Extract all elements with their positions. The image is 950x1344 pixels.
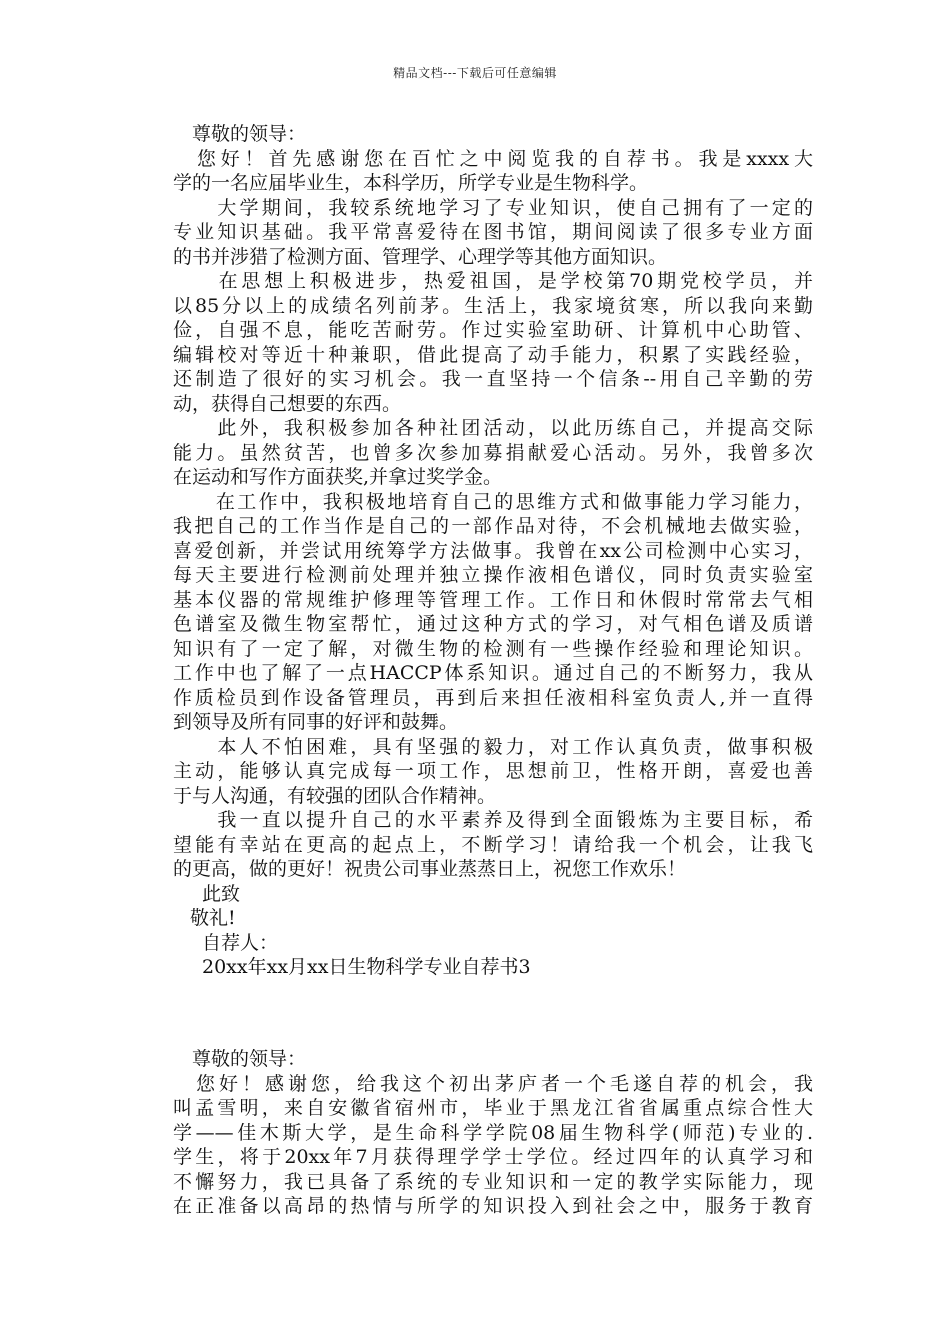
text-line: 在运动和写作方面获奖,并拿过奖学金。 [173,466,503,488]
text-line: 喜爱创新，并尝试用统筹学方法做事。我曾在xx公司检测中心实习， [173,539,813,562]
salutation: 敬礼! [190,907,236,929]
text-line: 学的一名应届毕业生，本科学历，所学专业是生物科学。 [173,172,649,194]
text-line: 学——佳木斯大学，是生命科学学院08届生物科学(师范)专业的. [173,1121,813,1144]
date-line: 20xx年xx月xx日生物科学专业自荐书3 [202,956,531,978]
paragraph [173,196,813,270]
text-line: 望能有幸站在更高的起点上，不断学习！请给我一个机会，让我飞 [173,833,813,856]
text-line: 作质检员到作设备管理员，再到后来担任液相科室负责人,并一直得 [173,686,813,709]
text-line: 知识有了一定了解，对微生物的检测有一些操作经验和理论知识。 [173,637,813,660]
text-line: 的更高，做的更好！祝贵公司事业蒸蒸日上，祝您工作欢乐！ [173,858,687,880]
text-line: 还制造了很好的实习机会。我一直坚持一个信条--用自己辛勤的劳 [173,368,813,390]
paragraph [173,269,813,416]
text-line: 我把自己的工作当作是自己的一部作品对待，不会机械地去做实验， [173,515,813,537]
text-line: 能力。虽然贫苦，也曾多次参加募捐献爱心活动。另外，我曾多次 [173,441,813,464]
text-line: 此外，我积极参加各种社团活动，以此历练自己，并提高交际 [173,417,813,439]
text-line: 在正准备以高昂的热情与所学的知识投入到社会之中，服务于教育 [173,1195,813,1217]
text-line: 学生，将于20xx年7月获得理学学士学位。经过四年的认真学习和 [173,1146,813,1168]
text-line: 每天主要进行检测前处理并独立操作液相色谱仪，同时负责实验室 [173,564,813,586]
letter-2 [173,1047,813,1219]
text-line: 动，获得自己想要的东西。 [173,392,402,415]
text-line: 编辑校对等近十种兼职，借此提高了动手能力，积累了实践经验， [173,343,813,366]
paragraph [173,1072,813,1219]
text-line: 您好！感谢您，给我这个初出茅庐者一个毛遂自荐的机会，我 [173,1072,813,1095]
text-line: 本人不怕困难，具有坚强的毅力，对工作认真负责，做事积极 [173,735,813,758]
text-line: 工作中也了解了一点HACCP体系知识。通过自己的不断努力，我从 [173,662,813,684]
greeting: 尊敬的领导： [192,1048,307,1070]
text-line: 大学期间，我较系统地学习了专业知识，使自己拥有了一定的 [173,196,813,219]
paragraph [173,147,813,196]
closing-line: 此致 [202,882,241,905]
page-header: 精品文档---下载后可任意编辑 [393,66,557,80]
text-line: 以85分以上的成绩名列前茅。生活上，我家境贫寒，所以我向来勤 [173,294,813,317]
text-line: 于与人沟通，有较强的团队合作精神。 [173,784,497,807]
text-line: 我一直以提升自己的水平素养及得到全面锻炼为主要目标，希 [173,809,813,831]
text-line: 不懈努力，我已具备了系统的专业知识和一定的教学实际能力，现 [173,1170,813,1193]
text-line: 俭，自强不息，能吃苦耐劳。作过实验室助研、计算机中心助管、 [173,319,813,341]
text-line: 色谱室及微生物室帮忙，通过这种方式的学习，对气相色谱及质谱 [173,613,813,635]
text-line: 基本仪器的常规维护修理等管理工作。工作日和休假时常常去气相 [173,588,813,611]
text-line: 叫孟雪明，来自安徽省宿州市，毕业于黑龙江省省属重点综合性大 [173,1097,813,1119]
greeting: 尊敬的领导： [192,123,307,145]
text-line: 在工作中，我积极地培育自己的思维方式和做事能力学习能力， [173,490,813,513]
text-line: 主动，能够认真完成每一项工作，思想前卫，性格开朗，喜爱也善 [173,760,813,782]
paragraph [173,808,813,882]
text-line: 专业知识基础。我平常喜爱待在图书馆，期间阅读了很多专业方面 [173,221,813,243]
signature: 自荐人： [202,931,279,954]
paragraph [173,490,813,735]
paragraph [173,735,813,809]
text-line: 在思想上积极进步，热爱祖国，是学校第70期党校学员，并 [173,270,813,292]
text-line: 的书并涉猎了检测方面、管理学、心理学等其他方面知识。 [173,245,668,268]
text-line: 到领导及所有同事的好评和鼓舞。 [173,711,459,733]
paragraph [173,416,813,490]
text-line: 您好！首先感谢您在百忙之中阅览我的自荐书。我是xxxx大 [173,147,813,170]
letter-1 [173,122,813,980]
